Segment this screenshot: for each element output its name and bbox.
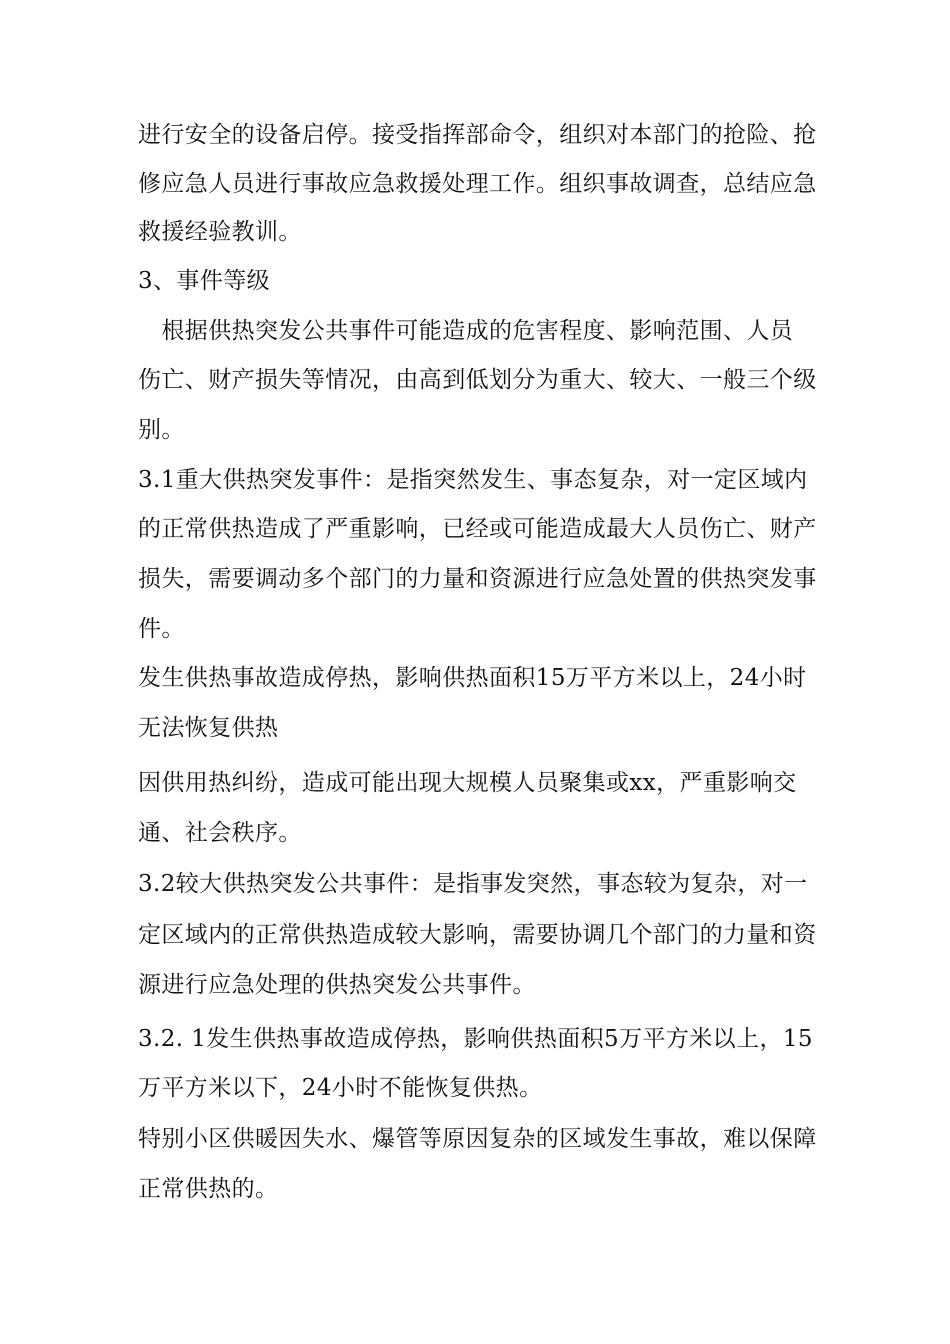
text-line: 3.2. 1发生供热事故造成停热，影响供热面积5万平方米以上，15: [138, 1026, 813, 1052]
text-line: 发生供热事故造成停热，影响供热面积15万平方米以上，24小时: [138, 665, 807, 691]
text-line: 定区域内的正常供热造成较大影响，需要协调几个部门的力量和资: [138, 922, 817, 948]
text-line: 3.2较大供热突发公共事件：是指事发突然，事态较为复杂，对一: [138, 871, 808, 897]
text-line: 因供用热纠纷，造成可能出现大规模人员聚集或xx，严重影响交: [138, 770, 797, 796]
text-line: 万平方米以下，24小时不能恢复供热。: [138, 1075, 543, 1101]
text-line: 正常供热的。: [138, 1176, 279, 1202]
text-line: 修应急人员进行事故应急救援处理工作。组织事故调查，总结应急: [138, 171, 817, 197]
text-line: 伤亡、财产损失等情况，由高到低划分为重大、较大、一般三个级: [138, 367, 817, 393]
text-line: 无法恢复供热: [138, 715, 279, 741]
text-line: 损失，需要调动多个部门的力量和资源进行应急处置的供热突发事: [138, 566, 817, 592]
text-line: 进行安全的设备启停。接受指挥部命令，组织对本部门的抢险、抢: [138, 122, 817, 148]
section-heading: 3、事件等级: [138, 268, 271, 294]
text-line: 源进行应急处理的供热突发公共事件。: [138, 972, 536, 998]
text-line: 通、社会秩序。: [138, 820, 302, 846]
text-line: 别。: [138, 417, 185, 443]
text-line: 救援经验教训。: [138, 219, 302, 245]
text-line: 根据供热突发公共事件可能造成的危害程度、影响范围、人员: [138, 318, 794, 344]
text-line: 3.1重大供热突发事件：是指突然发生、事态复杂，对一定区域内: [138, 467, 808, 493]
text-line: 件。: [138, 616, 185, 642]
text-line: 特别小区供暖因失水、爆管等原因复杂的区域发生事故，难以保障: [138, 1126, 817, 1152]
text-line: 的正常供热造成了严重影响，已经或可能造成最大人员伤亡、财产: [138, 516, 817, 542]
